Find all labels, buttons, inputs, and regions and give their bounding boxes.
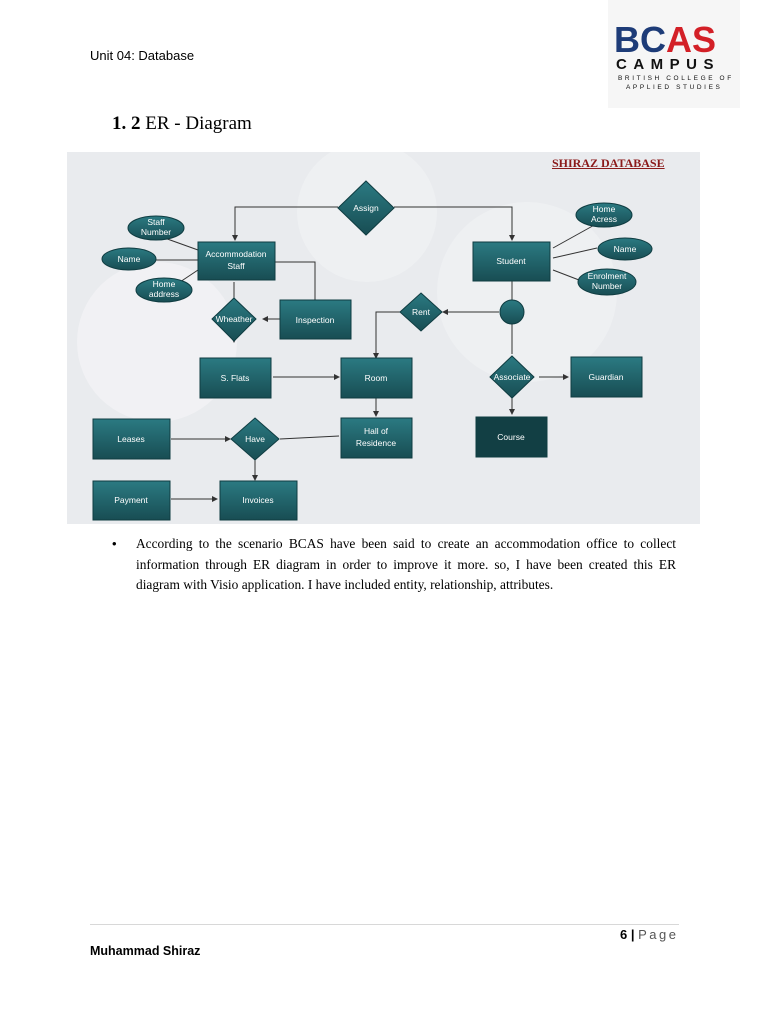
label-home-acress-1: Home bbox=[592, 204, 616, 214]
diagram-title: SHIRAZ DATABASE bbox=[552, 156, 665, 170]
bullet-marker: • bbox=[112, 536, 117, 551]
page-separator: | bbox=[630, 927, 635, 942]
label-payment: Payment bbox=[114, 495, 148, 505]
logo-subtitle-line2: APPLIED STUDIES bbox=[626, 84, 723, 91]
logo-campus: CAMPUS bbox=[616, 56, 721, 73]
label-room: Room bbox=[364, 373, 388, 383]
label-guardian: Guardian bbox=[588, 372, 624, 382]
label-name-staff: Name bbox=[117, 254, 141, 264]
label-hall-2: Residence bbox=[355, 438, 397, 448]
er-diagram bbox=[67, 152, 700, 524]
unit-title: Unit 04: Database bbox=[90, 48, 195, 63]
logo-bc: BC bbox=[614, 19, 666, 60]
logo-subtitle-line1: BRITISH COLLEGE OF bbox=[618, 75, 734, 82]
section-heading bbox=[112, 113, 252, 135]
label-leases: Leases bbox=[117, 434, 145, 444]
footer-divider bbox=[90, 924, 679, 925]
label-associate: Associate bbox=[493, 372, 531, 382]
page-number-value: 6 bbox=[620, 927, 628, 942]
label-inspection: Inspection bbox=[295, 315, 335, 325]
label-name-student: Name bbox=[613, 244, 637, 254]
label-home-acress-2: Acress bbox=[591, 214, 617, 224]
bcas-campus-logo bbox=[608, 0, 740, 108]
body-paragraph: According to the scenario BCAS have been said to create an accommodation office to collect information through ER diagram in order to improve it more. so, I have been created this ER diagram with Visio application. I have included entity, relationship, attributes. bbox=[136, 536, 676, 592]
label-wheather: Wheather bbox=[215, 314, 253, 324]
label-staff-number-2: Number bbox=[140, 227, 172, 237]
page-number bbox=[620, 927, 679, 942]
label-enrolment-1: Enrolment bbox=[587, 271, 627, 281]
author-name: Muhammad Shiraz bbox=[90, 944, 201, 958]
label-student: Student bbox=[496, 256, 526, 266]
label-home-address-2: address bbox=[148, 289, 180, 299]
label-home-address-1: Home bbox=[152, 279, 176, 289]
label-accommodation-staff-1: Accommodation bbox=[205, 249, 267, 259]
label-enrolment-2: Number bbox=[591, 281, 623, 291]
page-word: Page bbox=[638, 927, 679, 942]
label-rent: Rent bbox=[412, 307, 430, 317]
junction-node bbox=[500, 300, 524, 324]
label-have: Have bbox=[245, 434, 265, 444]
label-invoices: Invoices bbox=[242, 495, 274, 505]
label-s-flats: S. Flats bbox=[220, 373, 250, 383]
label-hall-1: Hall of bbox=[363, 426, 389, 436]
section-number: 1. 2 bbox=[112, 113, 141, 134]
label-assign: Assign bbox=[353, 203, 379, 213]
logo-as: AS bbox=[666, 19, 717, 60]
label-course: Course bbox=[497, 432, 525, 442]
er-diagram-canvas bbox=[67, 152, 700, 524]
label-accommodation-staff-2: Staff bbox=[227, 261, 245, 271]
label-staff-number-1: Staff bbox=[147, 217, 165, 227]
section-title: ER - Diagram bbox=[145, 113, 252, 134]
